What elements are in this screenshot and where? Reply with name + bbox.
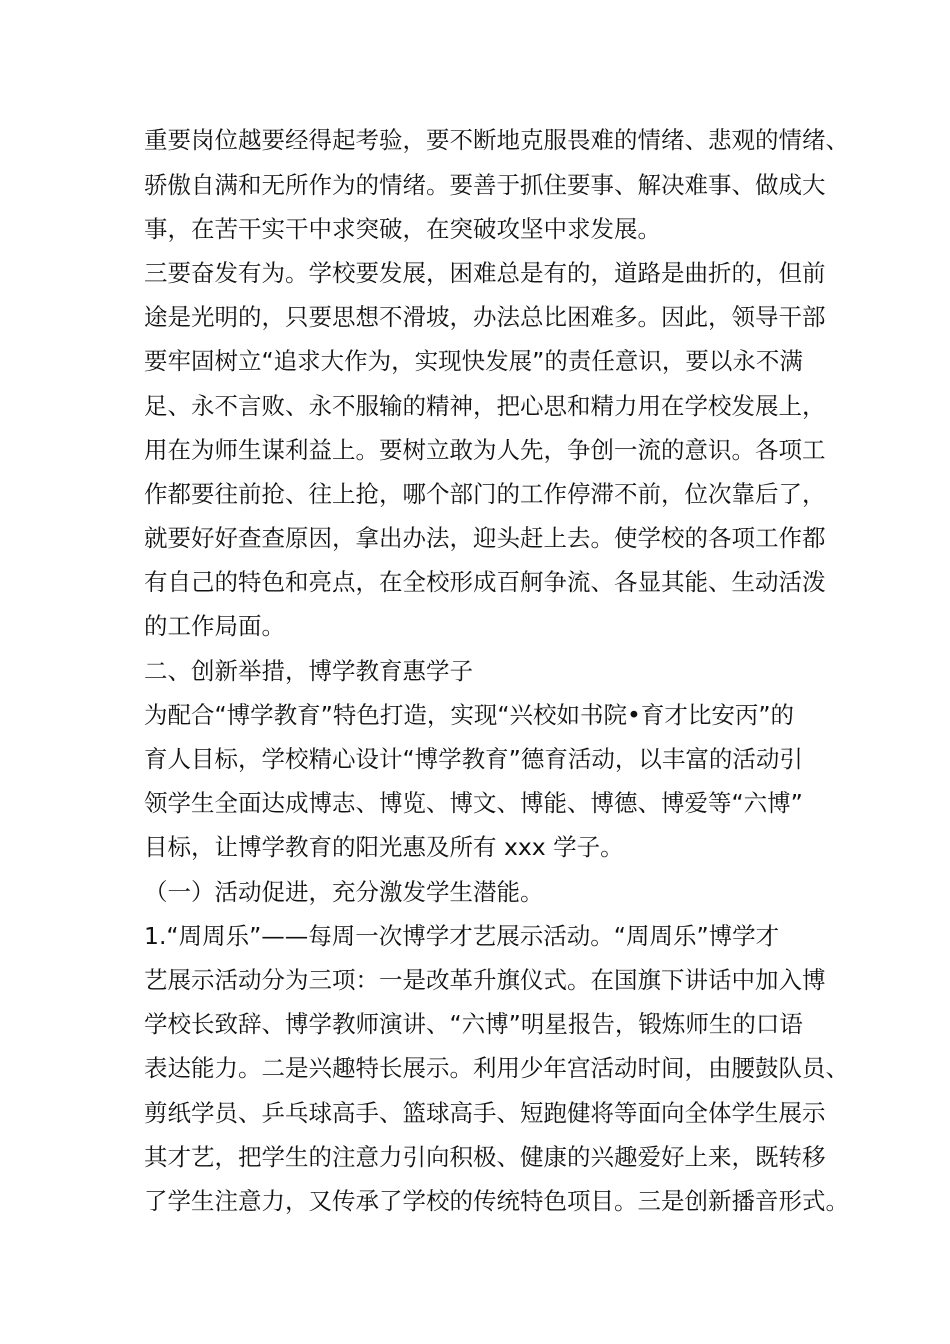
- text-line: 足、永不言败、永不服输的精神，把心思和精力用在学校发展上，: [144, 392, 826, 420]
- text-line: 重要岗位越要经得起考验，要不断地克服畏难的情绪、悲观的情绪、: [144, 126, 849, 154]
- text-line: 艺展示活动分为三项：一是改革升旗仪式。在国旗下讲话中加入博: [144, 966, 826, 994]
- text-line: 领学生全面达成博志、博览、博文、博能、博德、博爱等“六博”: [144, 789, 803, 817]
- text-line: 育人目标，学校精心设计“博学教育”德育活动，以丰富的活动引: [144, 745, 803, 773]
- subsection-heading: （一）活动促进，充分激发学生潜能。: [144, 878, 544, 906]
- text-line: 就要好好查查原因，拿出办法，迎头赶上去。使学校的各项工作都: [144, 524, 826, 552]
- text-line: 的工作局面。: [144, 612, 285, 640]
- text-line: 剪纸学员、乒乓球高手、篮球高手、短跑健将等面向全体学生展示: [144, 1099, 826, 1127]
- section-heading: 二、创新举措，博学教育惠学子: [144, 657, 473, 685]
- text-line: 为配合“博学教育”特色打造，实现“兴校如书院•育才比安丙”的: [144, 701, 795, 729]
- text-line: 三要奋发有为。学校要发展，困难总是有的，道路是曲折的，但前: [144, 259, 826, 287]
- text-line: 作都要往前抢、往上抢，哪个部门的工作停滞不前，位次靠后了，: [144, 480, 826, 508]
- text-line: 目标，让博学教育的阳光惠及所有 xxx 学子。: [144, 833, 624, 861]
- text-line: 事，在苦干实干中求突破，在突破攻坚中求发展。: [144, 215, 661, 243]
- text-line: 骄傲自满和无所作为的情绪。要善于抓住要事、解决难事、做成大: [144, 171, 826, 199]
- text-line: 其才艺，把学生的注意力引向积极、健康的兴趣爱好上来，既转移: [144, 1143, 826, 1171]
- text-line: 有自己的特色和亮点，在全校形成百舸争流、各显其能、生动活泼: [144, 568, 826, 596]
- text-line: 要牢固树立“追求大作为，实现快发展”的责任意识，要以永不满: [144, 347, 803, 375]
- text-line: 表达能力。二是兴趣特长展示。利用少年宫活动时间，由腰鼓队员、: [144, 1054, 849, 1082]
- text-line: 途是光明的，只要思想不滑坡，办法总比困难多。因此，领导干部: [144, 303, 826, 331]
- text-line: 学校长致辞、博学教师演讲、“六博”明星报告，锻炼师生的口语: [144, 1010, 803, 1038]
- text-line: 用在为师生谋利益上。要树立敢为人先，争创一流的意识。各项工: [144, 436, 826, 464]
- text-line: 1.“周周乐”——每周一次博学才艺展示活动。“周周乐”博学才: [144, 922, 780, 950]
- text-line: 了学生注意力，又传承了学校的传统特色项目。三是创新播音形式。: [144, 1187, 849, 1215]
